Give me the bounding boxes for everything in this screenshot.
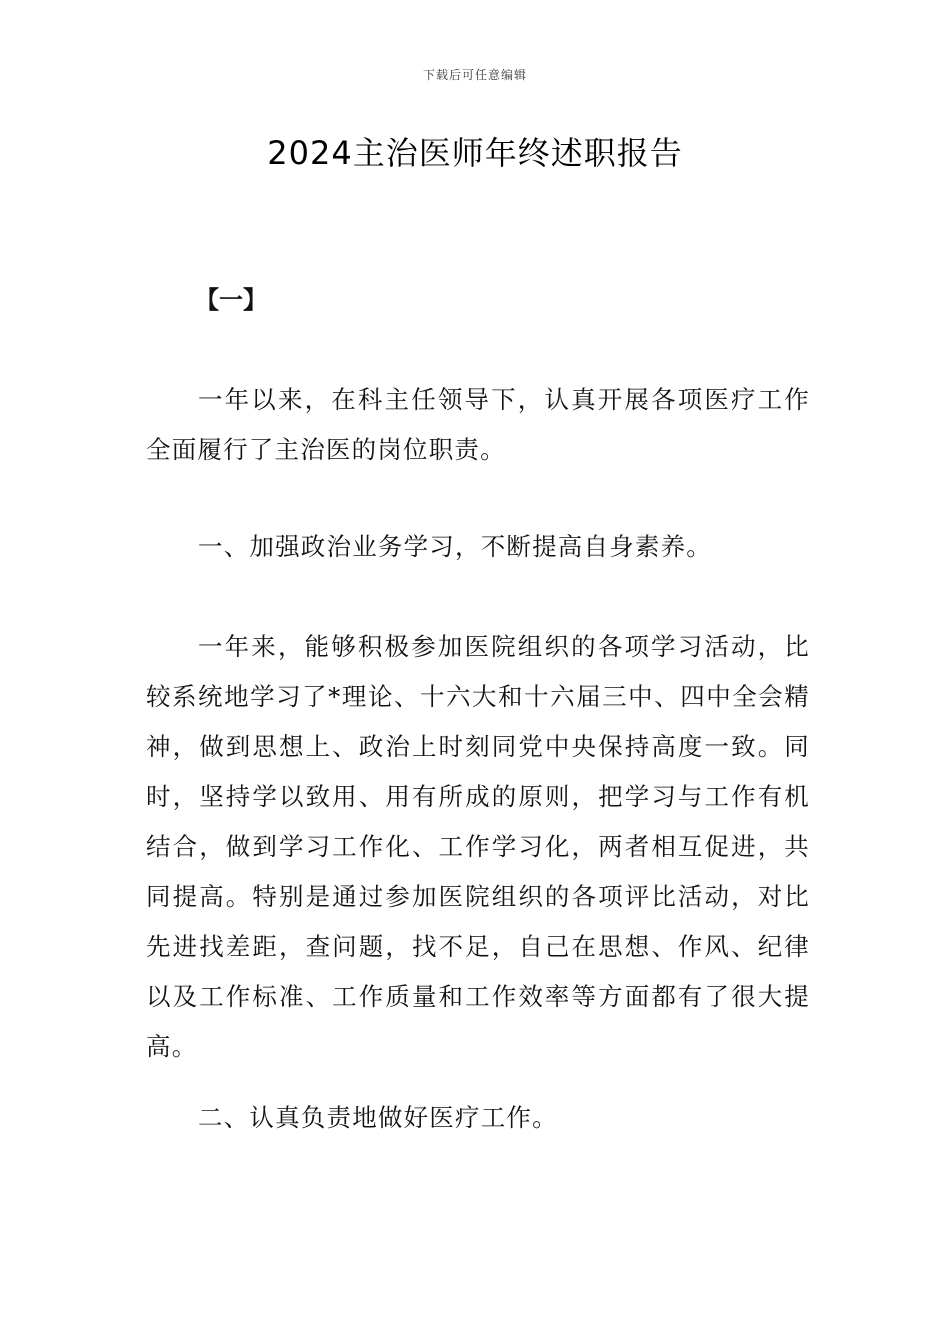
document-title: 2024主治医师年终述职报告 [267, 134, 683, 172]
section-marker: 【一】 [195, 285, 267, 314]
header-note: 下载后可任意编辑 [422, 68, 527, 82]
paragraph-heading-one: 一、加强政治业务学习，不断提高自身素养。 [198, 532, 712, 561]
paragraph-intro: 一年以来，在科主任领导下，认真开展各项医疗工作全面履行了主治医的岗位职责。 [146, 385, 810, 464]
paragraph-heading-two: 二、认真负责地做好医疗工作。 [198, 1103, 558, 1132]
paragraph-study: 一年来，能够积极参加医院组织的各项学习活动，比较系统地学习了*理论、十六大和十六届三中、四中全会精神，做到思想上、政治上时刻同党中央保持高度一致。同时，坚持学以致用、用有所成的原则，把学习与工作有机结合，做到学习工作化、工作学习化，两者相互促进，共同提高。特别是通过参加医院组织的各项评比活动，对比先进找差距，查问题，找不足，自己在思想、作风、纪律以及工作标准、工作质量和工作效率等方面都有了很大提高。 [146, 632, 810, 1061]
